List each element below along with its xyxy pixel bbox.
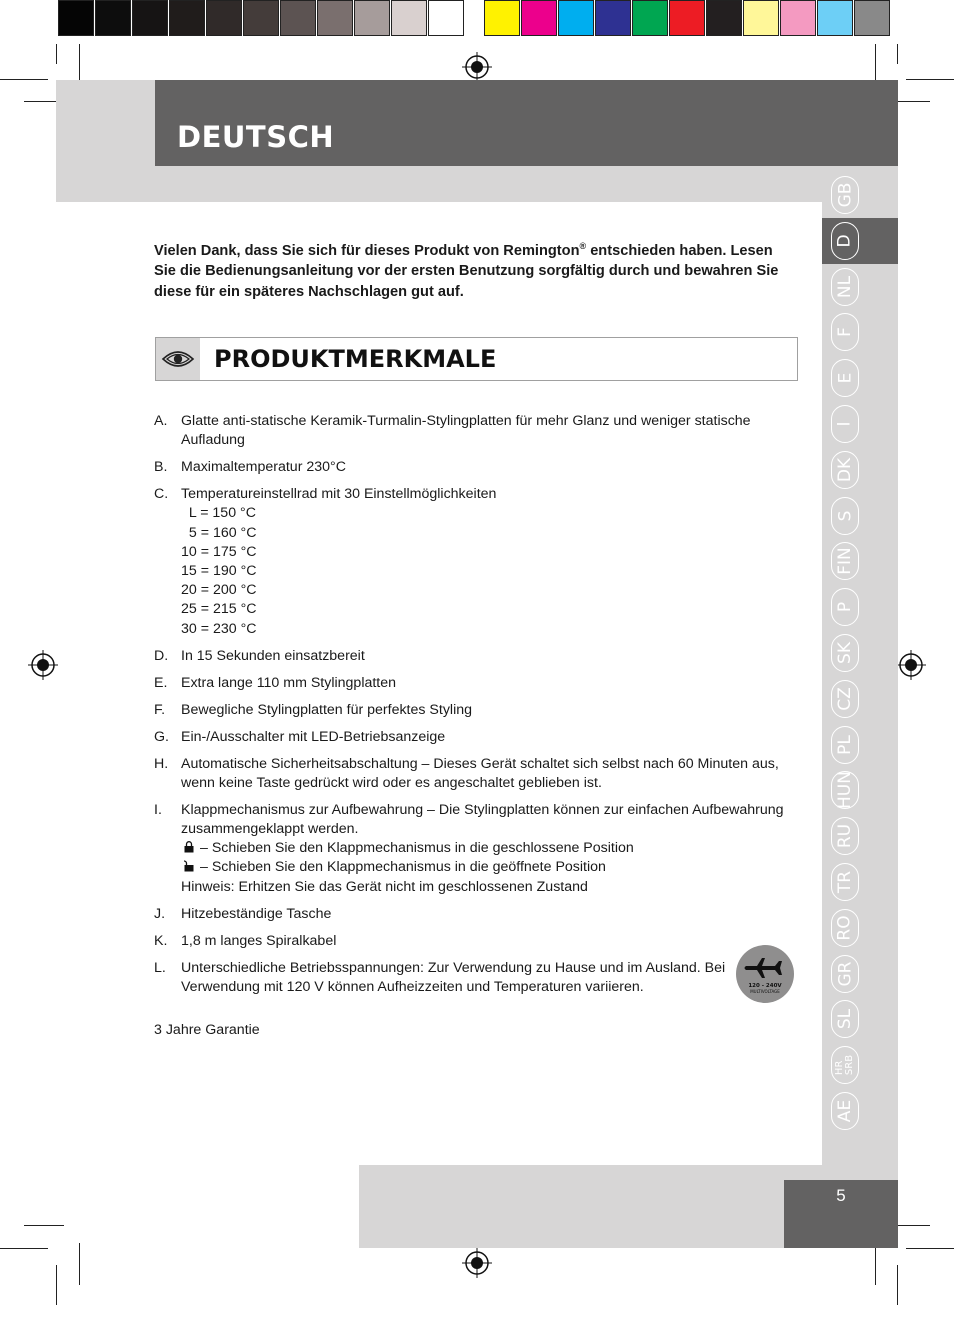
lock-closed-icon [184, 841, 194, 853]
crop-mark [0, 79, 48, 80]
color-swatch [280, 0, 316, 36]
item-text: Extra lange 110 mm Stylingplatten [181, 674, 397, 691]
eye-icon [156, 338, 200, 380]
crop-mark [0, 1248, 48, 1249]
item-letter: J. [154, 905, 166, 922]
registration-mark-icon [462, 1248, 492, 1278]
language-tab-cz[interactable]: CZ [831, 680, 859, 718]
item-text: Glatte anti-statische Keramik-Turmalin-Stylingplatten für mehr Glanz und weniger statische Aufladung [181, 413, 751, 449]
temperature-setting: 10 = 175 °C [181, 543, 257, 560]
item-letter: E. [154, 674, 168, 691]
color-swatch [743, 0, 779, 36]
crop-mark [906, 79, 954, 80]
feature-item-d [154, 647, 794, 666]
intro-line1: Vielen Dank, dass Sie sich für dieses Produkt von Remington [154, 242, 580, 259]
lock-open-icon [184, 860, 194, 872]
item-letter: I. [154, 801, 162, 818]
language-tab-p[interactable]: P [831, 588, 859, 626]
feature-item-g [154, 728, 794, 747]
color-swatch [632, 0, 668, 36]
color-swatch [169, 0, 205, 36]
intro-text [154, 236, 794, 302]
language-tab-hr-srb[interactable]: HR SRB [831, 1046, 859, 1084]
crop-mark [897, 1265, 898, 1305]
temperature-setting: 20 = 200 °C [181, 582, 257, 599]
language-tab-gb[interactable]: GB [831, 176, 859, 214]
language-tab-fin[interactable]: FIN [831, 542, 859, 580]
color-swatch [391, 0, 427, 36]
color-swatch [354, 0, 390, 36]
lock-closed-line: – Schieben Sie den Klappmechanismus in die geschlossene Position [181, 839, 794, 858]
lock-open-line: – Schieben Sie den Klappmechanismus in die geöffnete Position [181, 858, 794, 877]
color-swatch [521, 0, 557, 36]
color-swatch [206, 0, 242, 36]
language-tab-dk[interactable]: DK [831, 451, 859, 489]
temperature-setting: 15 = 190 °C [181, 563, 257, 580]
feature-item-j [154, 905, 794, 924]
language-tab-sk[interactable]: SK [831, 634, 859, 672]
item-letter: K. [154, 932, 168, 949]
language-tab-s[interactable]: S [831, 497, 859, 535]
color-swatch [595, 0, 631, 36]
airplane-multivoltage-icon [735, 944, 795, 1004]
color-swatch [854, 0, 890, 36]
language-tab-hun[interactable]: HUN [831, 771, 859, 809]
item-text: Temperatureinstellrad mit 30 Einstellmöglichkeiten [181, 486, 497, 503]
color-swatch [558, 0, 594, 36]
temperature-setting: 25 = 215 °C [181, 601, 257, 618]
item-letter: L. [154, 959, 166, 976]
item-text: Ein-/Ausschalter mit LED-Betriebsanzeige [181, 728, 446, 745]
feature-item-c [154, 485, 794, 639]
language-tab-sl[interactable]: SL [831, 1000, 859, 1038]
color-swatch [484, 0, 520, 36]
folding-note: Hinweis: Erhitzen Sie das Gerät nicht im geschlossenen Zustand [181, 878, 588, 895]
temperature-setting: L = 150 °C [181, 505, 256, 522]
item-text: Unterschiedliche Betriebsspannungen: Zur Verwendung zu Hause und im Ausland. Bei Verwendung mit 120 V können Aufheizzeiten und Temperaturen variieren. [181, 959, 726, 995]
item-letter: A. [154, 413, 168, 429]
color-swatch [780, 0, 816, 36]
feature-item-a [154, 412, 794, 450]
language-tab-d[interactable]: D [831, 222, 859, 260]
crop-mark [56, 44, 57, 64]
color-swatch [317, 0, 353, 36]
page-title: DEUTSCH [177, 120, 335, 154]
section-header [155, 337, 798, 381]
item-text: Bewegliche Stylingplatten für perfektes Styling [181, 701, 473, 718]
item-letter: C. [154, 486, 169, 503]
language-tab-nl[interactable]: NL [831, 268, 859, 306]
item-letter: H. [154, 755, 169, 772]
item-letter: F. [154, 701, 166, 718]
item-letter: G. [154, 728, 169, 745]
language-tab-i[interactable]: I [831, 405, 859, 443]
language-tab-e[interactable]: E [831, 359, 859, 397]
language-tab-tr[interactable]: TR [831, 863, 859, 901]
badge-label: MULTIVOLTAGE [750, 989, 780, 994]
language-tab-ae[interactable]: AE [831, 1092, 859, 1130]
item-text: Hitzebeständige Tasche [181, 905, 332, 922]
color-swatch [58, 0, 94, 36]
language-sidebar [822, 168, 898, 1165]
color-swatch [132, 0, 168, 36]
crop-mark [56, 1265, 57, 1305]
item-text: Maximaltemperatur 230°C [181, 459, 346, 476]
page-number: 5 [784, 1180, 898, 1248]
registration-mark-icon [896, 650, 926, 680]
color-bar-right [484, 0, 891, 38]
item-text: In 15 Sekunden einsatzbereit [181, 647, 365, 664]
item-text: Klappmechanismus zur Aufbewahrung – Die Stylingplatten können zur einfachen Aufbewahrung zusammengeklappt werden. [181, 801, 784, 838]
temperature-list [181, 504, 794, 638]
color-swatch [95, 0, 131, 36]
feature-item-b [154, 458, 794, 477]
feature-item-h [154, 755, 794, 793]
item-letter: D. [154, 647, 169, 664]
crop-mark [79, 1243, 80, 1285]
temperature-setting: 5 = 160 °C [181, 524, 257, 541]
badge-voltage: 120 - 240V [748, 983, 782, 989]
item-letter: B. [154, 459, 168, 476]
feature-item-f [154, 701, 794, 720]
registration-mark-icon [462, 52, 492, 82]
language-tab-pl[interactable]: PL [831, 726, 859, 764]
feature-item-k [154, 932, 794, 951]
feature-item-e [154, 674, 794, 693]
crop-mark [897, 44, 898, 64]
feature-item-i [154, 801, 794, 897]
crop-mark [906, 1248, 954, 1249]
color-swatch [428, 0, 464, 36]
color-swatch [706, 0, 742, 36]
item-text: 1,8 m langes Spiralkabel [181, 932, 337, 949]
intro-rest: Lesen Sie die Bedienungsanleitung vor der ersten Benutzung sorgfältig durch und bewahren Sie diese für ein späteres Nachschlagen gut auf. [154, 242, 779, 300]
title-bar [155, 80, 898, 166]
language-tab-gr[interactable]: GR [831, 955, 859, 993]
temperature-setting: 30 = 230 °C [181, 620, 257, 637]
color-swatch [243, 0, 279, 36]
intro-line1-end: entschieden haben. [586, 242, 727, 259]
feature-list [154, 412, 794, 1005]
feature-item-l [154, 959, 741, 997]
registration-mark-icon [28, 650, 58, 680]
crop-mark [875, 1243, 876, 1285]
language-tab-ru[interactable]: RU [831, 817, 859, 855]
crop-mark [24, 1225, 64, 1226]
color-bar-left [58, 0, 465, 38]
item-text: Automatische Sicherheitsabschaltung – Dieses Gerät schaltet sich selbst nach 60 Minuten aus, wenn keine Taste gedrückt wird oder es angeschaltet geblieben ist. [181, 755, 779, 791]
registered-mark: ® [579, 241, 587, 251]
language-tab-ro[interactable]: RO [831, 909, 859, 947]
color-swatch [669, 0, 705, 36]
color-swatch [817, 0, 853, 36]
warranty-text: 3 Jahre Garantie [154, 1022, 260, 1038]
section-title: PRODUKTMERKMALE [214, 345, 497, 373]
language-tab-f[interactable]: F [831, 313, 859, 351]
